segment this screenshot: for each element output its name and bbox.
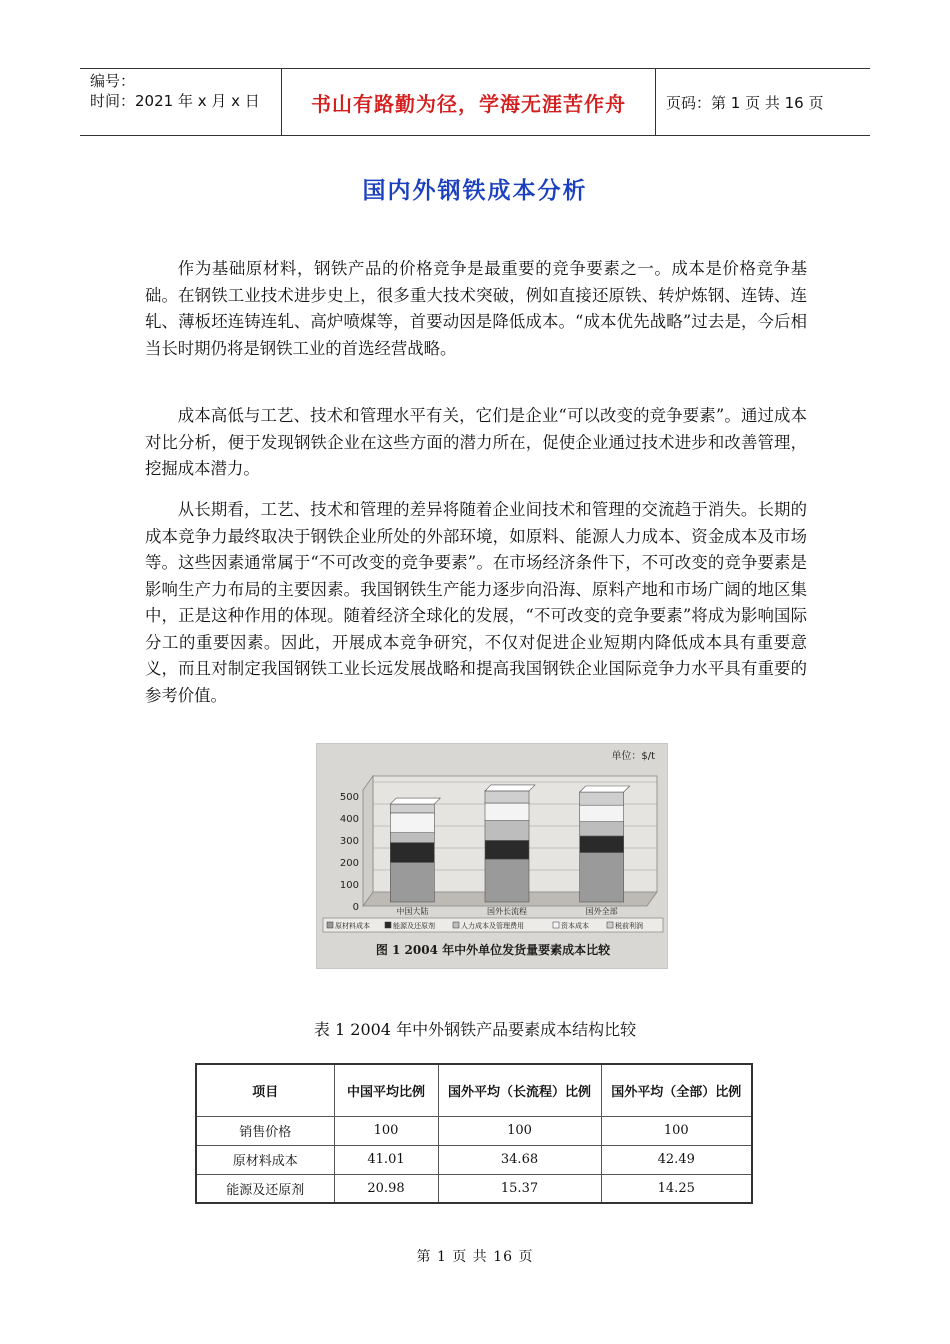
table-cell: 100 [438,1116,601,1145]
chart-legend-swatch [453,922,459,928]
chart-bar-segment [485,840,529,859]
chart-legend-swatch [553,922,559,928]
table-cell: 100 [334,1116,438,1145]
header-meta [80,69,282,135]
chart-bar-segment [390,804,434,813]
chart-side-wall [363,776,373,906]
chart-legend-swatch [385,922,391,928]
chart-legend-label: 资本成本 [561,922,589,930]
table-cell: 100 [601,1116,752,1145]
chart-bar-segment [580,792,624,805]
table-header-row [196,1064,752,1116]
table-cell: 能源及还原剂 [196,1174,334,1203]
table-header-cell: 国外平均（全部）比例 [601,1064,752,1116]
table-cell: 20.98 [334,1174,438,1203]
chart-y-tick-label: 300 [339,836,359,847]
table-row [196,1116,752,1145]
chart-x-tick-label: 国外长流程 [487,907,527,916]
document-date-label: 时间：2021 年 x 月 x 日 [90,92,260,110]
chart-x-tick-label: 中国大陆 [396,907,429,916]
table-cell: 14.25 [601,1174,752,1203]
cost-chart [317,744,669,970]
cost-structure-table [195,1063,753,1204]
chart-bar-segment [390,833,434,843]
chart-bar-segment [580,853,624,903]
chart-bar-segment [580,836,624,853]
chart-bar-top [485,785,535,791]
header-page-label: 页码：第 1 页 共 16 页 [666,93,824,112]
chart-bar-segment [485,803,529,821]
chart-bar-segment [390,843,434,863]
chart-title: 图 1 2004 年中外单位发货量要素成本比较 [375,943,611,957]
chart-legend-swatch [327,922,333,928]
chart-y-tick-label: 400 [339,814,359,825]
chart-y-tick-label: 500 [339,792,359,803]
chart-bar-segment [580,822,624,836]
table-cell: 42.49 [601,1145,752,1174]
table-cell: 34.68 [438,1145,601,1174]
chart-x-tick-label: 国外全部 [585,907,618,916]
table-caption: 表 1 2004 年中外钢铁产品要素成本结构比较 [313,1020,637,1039]
header-motto: 书山有路勤为径，学海无涯苦作舟 [282,69,656,135]
page-header [80,68,870,136]
chart-legend-swatch [607,922,613,928]
chart-bar-segment [485,791,529,803]
document-title: 国内外钢铁成本分析 [362,178,588,204]
chart-bar-top [580,786,630,792]
table-header-cell: 中国平均比例 [334,1064,438,1116]
chart-bar-segment [485,821,529,841]
chart-bar-segment [485,859,529,902]
cost-chart-figure [316,743,668,969]
table-row [196,1174,752,1203]
paragraph-2: 成本高低与工艺、技术和管理水平有关，它们是企业“可以改变的竞争要素”。通过成本对比分析，便于发现钢铁企业在这些方面的潜力所在，促使企业通过技术进步和改善管理，挖掘成本潜力。 [145,406,807,478]
chart-bar-segment [390,862,434,902]
paragraph-3: 从长期看，工艺、技术和管理的差异将随着企业间技术和管理的交流趋于消失。长期的成本竞争力最终取决于钢铁企业所处的外部环境，如原料、能源人力成本、资金成本及市场等。这些因素通常属于“不可改变的竞争要素”。在市场经济条件下，不可改变的竞争要素是影响生产力布局的主要因素。我国钢铁生产能力逐步向沿海、原料产地和市场广阔的地区集中，正是这种作用的体现。随着经济全球化的发展，“不可改变的竞争要素”将成为影响国际分工的重要因素。因此，开展成本竞争研究，不仅对促进企业短期内降低成本具有重要意义，而且对制定我国钢铁工业长远发展战略和提高我国钢铁企业国际竞争力水平具有重要的参考价值。 [145,500,807,705]
table-cell: 原材料成本 [196,1145,334,1174]
chart-legend-label: 税前利润 [615,922,643,930]
table-header-cell: 项目 [196,1064,334,1116]
chart-bar-segment [580,805,624,822]
table-row [196,1145,752,1174]
chart-y-tick-label: 200 [339,858,359,869]
chart-legend-label: 人力成本及管理费用 [461,922,524,930]
chart-legend-label: 能源及还原剂 [393,922,435,930]
chart-y-tick-label: 0 [352,902,359,913]
chart-unit-label: 单位：$/t [611,751,655,762]
chart-bar-top [390,798,440,804]
document-number-label: 编号： [90,72,136,90]
chart-y-tick-label: 100 [339,880,359,891]
table-cell: 41.01 [334,1145,438,1174]
table-header-cell: 国外平均（长流程）比例 [438,1064,601,1116]
page-footer: 第 1 页 共 16 页 [416,1249,534,1265]
table-cell: 销售价格 [196,1116,334,1145]
paragraph-1: 作为基础原材料，钢铁产品的价格竞争是最重要的竞争要素之一。成本是价格竞争基础。在钢铁工业技术进步史上，很多重大技术突破，例如直接还原铁、转炉炼钢、连铸、连轧、薄板坯连铸连轧、高炉喷煤等，首要动因是降低成本。“成本优先战略”过去是，今后相当长时期仍将是钢铁工业的首选经营战略。 [145,259,807,358]
table-cell: 15.37 [438,1174,601,1203]
chart-legend-label: 原材料成本 [335,922,370,930]
chart-bar-segment [390,813,434,833]
